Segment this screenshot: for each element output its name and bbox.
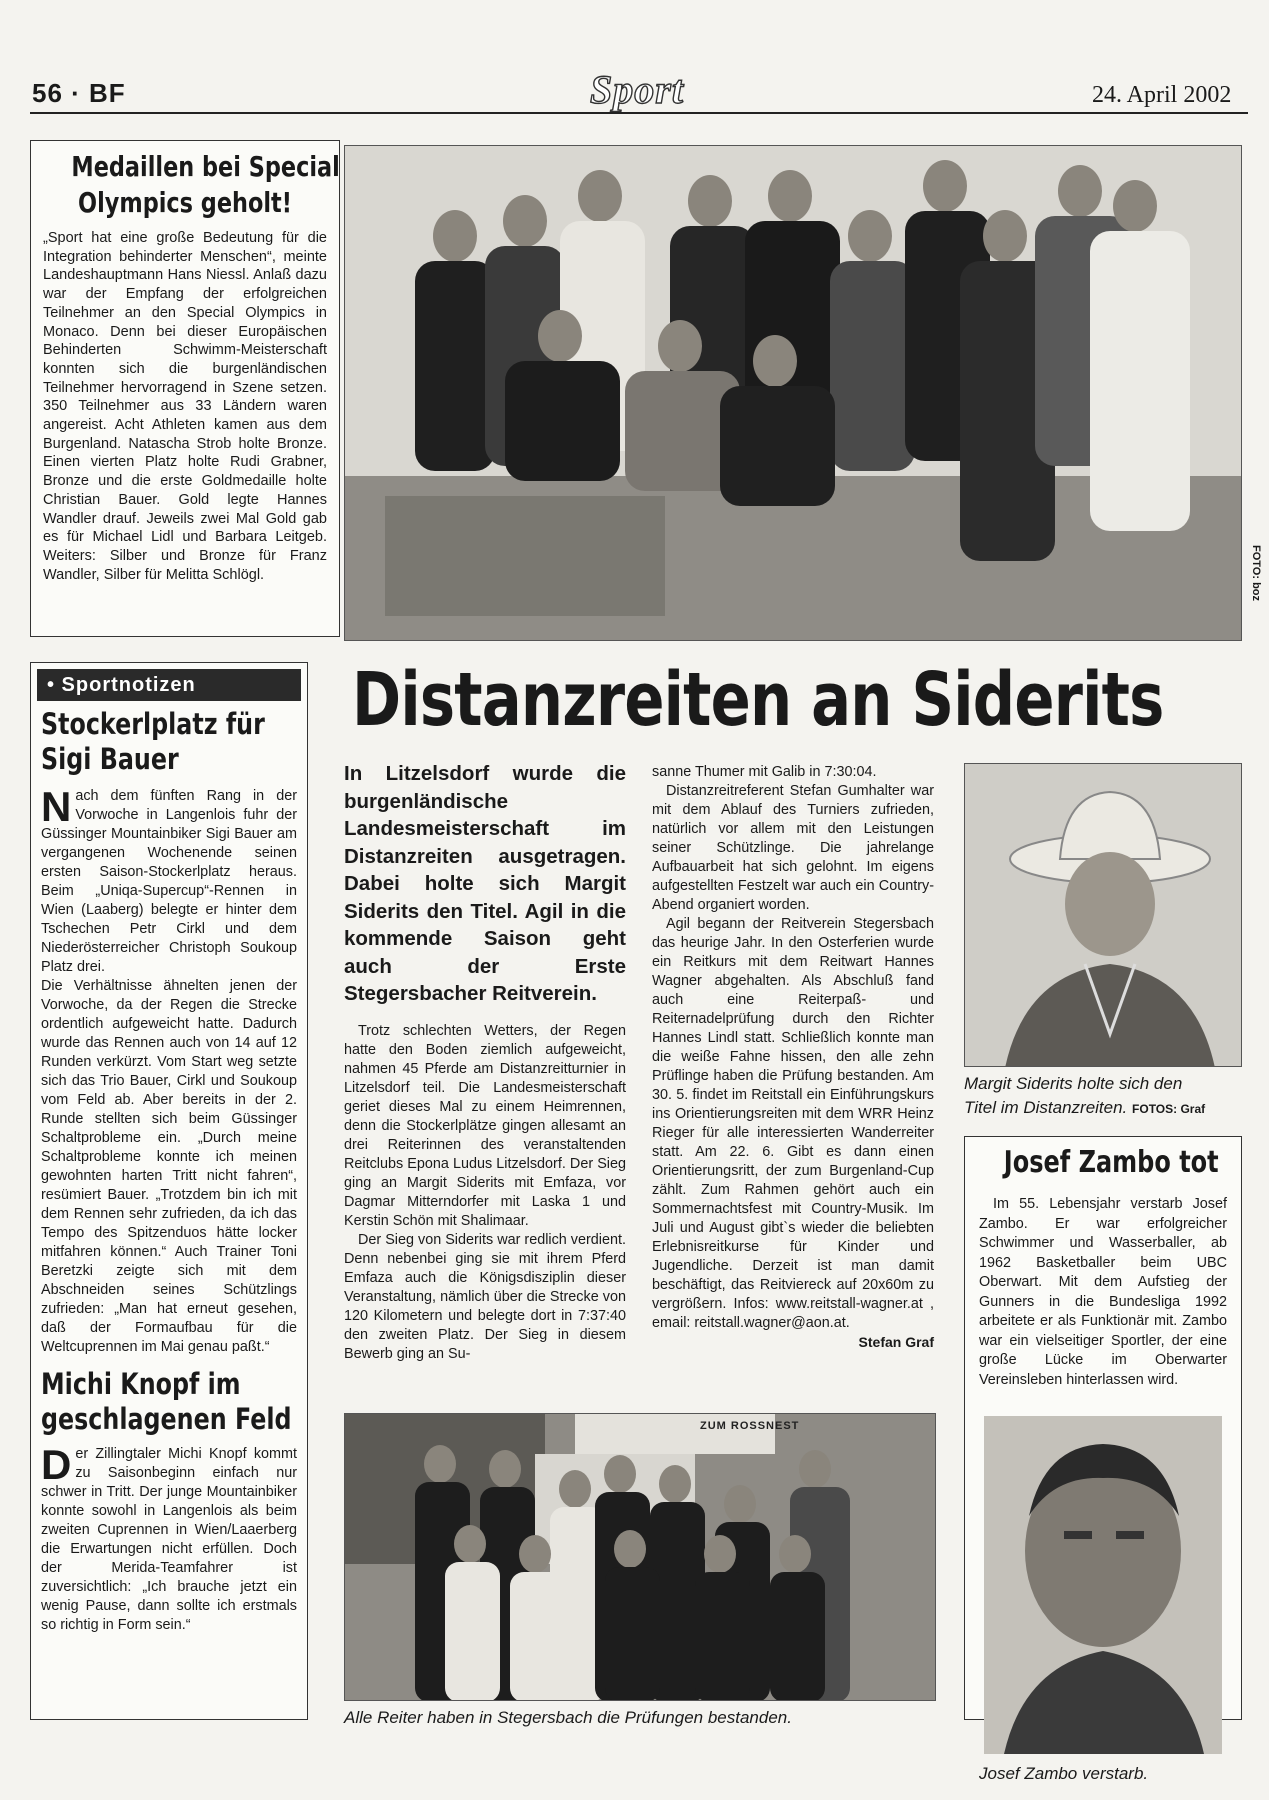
issue-date: 24. April 2002 — [1092, 82, 1232, 108]
stockerlplatz-headline-line1: Stockerlplatz für — [41, 707, 265, 741]
zambo-article — [964, 1136, 1242, 1783]
group-photo-illustration — [345, 146, 1242, 641]
zambo-body: Im 55. Lebensjahr verstarb Josef Zambo. Er war erfolgreicher Schwimmer und Wasserballer, ab 1962 Basketballer beim UBC Oberwart. Mit dem Aufstieg der Gunners in die Bundesliga 1992 arbeitete er als Funktionär mit. Zambo war ein vielseitiger Sportler, der eine große Lücke im Oberwarter Vereinsleben hinterlassen wird. — [979, 1196, 1227, 1388]
distanzreiten-col2 — [652, 763, 934, 1352]
header-rule — [30, 112, 1248, 114]
zambo-caption: Josef Zambo verstarb. — [979, 1764, 1149, 1783]
distanzreiten-col2-p2: Agil begann der Reitverein Stegersbach das heurige Jahr. In den Osterferien wurde ein Reitkurs mit dem Reitwart Hannes Wagner abgehalten. Als Abschluß fand auch eine Reiterpaß- und Reiternadelprüfung durch den Richter Hannes Lindl statt. Schließlich konnte man die weiße Fahne hissen, den alle zehn Prüflinge haben die Prüfung bestanden. Am 30. 5. findet im Reitstall ein Einführungskurs ins Orientierungsreiten mit dem WRR Heinz Rieger für alle interessierten Wanderreiter statt. Am 22. 6. Gibt es dann einen Orientierungsritt, der zum Burgenland-Cup zählt. Zum Rahmen gehört auch ein Sommernachtsfest mit Country-Musik. Im Juli und August gibt`s wieder die beliebten Erlebnisreitkurse für Kinder und Jugendliche. Derzeit ist man damit beschäftigt, das Reitviereck auf 20x60m zu vergrößern. Infos: www.reitstall-wagner.at , email: reitstall.wagner@aon.at. — [652, 916, 934, 1331]
knopf-headline-line1: Michi Knopf im — [41, 1367, 241, 1401]
distanzreiten-author: Stefan Graf — [858, 1334, 934, 1350]
distanzreiten-col1-p2: Der Sieg von Siderits war redlich verdient. Denn nebenbei ging sie mit ihrem Pferd Emfaza auch die Königsdisziplin dieser Veranstaltung, nämlich über die Strecke von 120 Kilometern und belegte dort in 7:37:40 den zweiten Platz. Der Sieg in diesem Bewerb ging an Su- — [344, 1232, 626, 1362]
special-olympics-headline-line1: Medaillen bei Special — [71, 150, 340, 183]
zambo-portrait-illustration — [984, 1416, 1222, 1754]
siderits-caption-line2 — [964, 1096, 1244, 1121]
section-title: Sport — [590, 67, 684, 112]
distanzreiten-col2-p1: Distanzreitreferent Stefan Gumhalter war mit dem Ablauf des Turniers zufrieden, natürlich vor allem mit den Leistungen seiner Schützlinge. Die jahrelange Aufbauarbeit hat sich gelohnt. Im eigens aufgestellten Festzelt war auch ein Country-Abend organiert worden. — [652, 783, 934, 913]
zambo-portrait-photo — [984, 1416, 1222, 1754]
stockerlplatz-dropcap: N — [41, 783, 72, 830]
distanzreiten-col1-p1: Trotz schlechten Wetters, der Regen hatte den Boden ziemlich aufgeweicht, nahmen 45 Pferde am Distanzreitturnier in Litzelsdorf teil. Die Landesmeisterschaft geriet dieses Mal zu einem Heimrennen, denn die Stockerlplätze gingen allesamt an drei Reiterinnen des veranstaltenden Reitclubs Epona Ludus Litzelsdorf. Der Sieg ging an Margit Siderits mit Emfaza, vor Dagmar Mitterndorfer mit Laska 1 und Kerstin Schön mit Shalimaar. — [344, 1023, 626, 1229]
stockerlplatz-text-2: Die Verhältnisse ähnelten jenen der Vorwoche, da der Regen die Strecke ordentlich aufgeweicht hatte. Dadurch wurde das Rennen auch von 14 auf 12 Runden verkürzt. Vom Start weg setzte sich das Trio Bauer, Cirkl und Soukoup vom Feld ab. Aber bereits in der 2. Runde stellten sich beim Güssinger Schaltprobleme ein. „Durch meine Schaltprobleme konnte ich meinen gewohnten harten Tritt nicht fahren“, resümiert Bauer. „Trotzdem bin ich mit dem Rennen sehr zufrieden, da ich das Tempo des Spitzenduos hätte locker mitfahren können.“ Auch Trainer Toni Beretzki zeigte sich mit dem Abschneiden seines Schützlings zufrieden: „Man hat erneut gesehen, daß der Formaufbau für die Weltcuprennen im Mai genau paßt.“ — [41, 978, 297, 1355]
knopf-article — [41, 1441, 297, 1635]
special-olympics-headline-line2: Olympics geholt! — [78, 186, 292, 219]
stockerlplatz-text: ach dem fünften Rang in der Vorwoche in Langenlois fuhr der Güssinger Mountainbiker Sigi Bauer am vergangenen Wochenende seinen ersten Saison-Stockerlplatz heraus. Beim „Uniqa-Supercup“-Rennen in Wien (Laaberg) belegte er hinter dem Tschechen Petr Cirkl und dem Niederösterreicher Christoph Soukoup Platz drei. — [41, 788, 297, 975]
sportnotizen-column — [30, 662, 308, 1720]
distanzreiten-headline-text: Distanzreiten an Siderits — [352, 657, 1164, 743]
knopf-dropcap: D — [41, 1441, 72, 1488]
special-olympics-article — [30, 140, 340, 637]
special-olympics-headline — [43, 149, 340, 221]
siderits-caption-line2-text: Titel im Distanzreiten. — [964, 1098, 1128, 1117]
distanzreiten-col1 — [344, 1022, 626, 1364]
page-number: 56 · BF — [32, 78, 126, 108]
distanzreiten-lead: In Litzelsdorf wurde die burgenländische Landesmeisterschaft im Distanzreiten ausgetragen. Dabei holte sich Margit Siderits den Titel. Agil in die kommende Saison geht auch der Erste Stegersbacher Reitverein. — [344, 762, 626, 1005]
knopf-text: er Zillingtaler Michi Knopf kommt zu Saisonbeginn einfach nur schwer in Tritt. Der junge Mountainbiker konnte sowohl in Langenlois als beim zweiten Cuprennen in Wien/Laaerberg die Erwartungen nicht erfüllen. Doch der Merida-Teamfahrer ist zuversichtlich: „Ich brauche jetzt ein wenig Pause, dann sollte ich erstmals so richtig in Form sein.“ — [41, 1446, 297, 1633]
riders-photo-illustration — [345, 1414, 936, 1701]
photo-credit-graf: FOTOS: Graf — [1132, 1102, 1206, 1116]
siderits-portrait-illustration — [965, 764, 1242, 1067]
siderits-caption — [964, 1072, 1244, 1121]
sportnotizen-tag: • Sportnotizen — [37, 669, 301, 701]
photo-credit-boz: FOTO: boz — [1250, 545, 1262, 602]
zambo-headline-wrap — [979, 1145, 1227, 1181]
zambo-headline: Josef Zambo tot — [1003, 1145, 1219, 1180]
special-olympics-group-photo — [344, 145, 1242, 641]
riders-photo-sign: ZUM ROSSNEST — [700, 1420, 800, 1432]
special-olympics-body: „Sport hat eine große Bedeutung für die Integration behinderter Menschen“, meinte Landeshauptmann Hans Niessl. Anlaß dazu war der Empfang der erfolgreichen Teilnehmer an den Special Olympics in Monaco. Denn bei dieser Europäischen Behinderten Schwimm-Meisterschaft konnten sich die burgenländischen Teilnehmer hervorragend in Szene setzen. 350 Teilnehmer aus 33 Ländern waren angereist. Acht Athleten kamen aus dem Burgenland. Natascha Strob holte Bronze. Einen vierten Platz holte Rudi Grabner, Bronze und die erste Goldmedaille holte Christian Bauer. Gold legte Hannes Wandler drauf. Jeweils zwei Mal Gold gab es für Michael Lidl und Barbara Leitgeb. Weiters: Silber und Bronze für Franz Wandler, Silber für Melitta Schlögl. — [43, 230, 327, 583]
siderits-caption-line1: Margit Siderits holte sich den — [964, 1074, 1183, 1093]
stockerlplatz-article — [41, 783, 297, 977]
stegersbach-riders-photo — [344, 1413, 936, 1701]
siderits-portrait-photo — [964, 763, 1242, 1067]
riders-caption: Alle Reiter haben in Stegersbach die Prüfungen bestanden. — [344, 1708, 792, 1727]
stockerlplatz-headline-line2: Sigi Bauer — [41, 742, 179, 776]
knopf-headline-line2: geschlagenen Feld — [41, 1402, 292, 1436]
distanzreiten-col2-p0: sanne Thumer mit Galib in 7:30:04. — [652, 764, 877, 780]
distanzreiten-headline — [352, 655, 1242, 745]
